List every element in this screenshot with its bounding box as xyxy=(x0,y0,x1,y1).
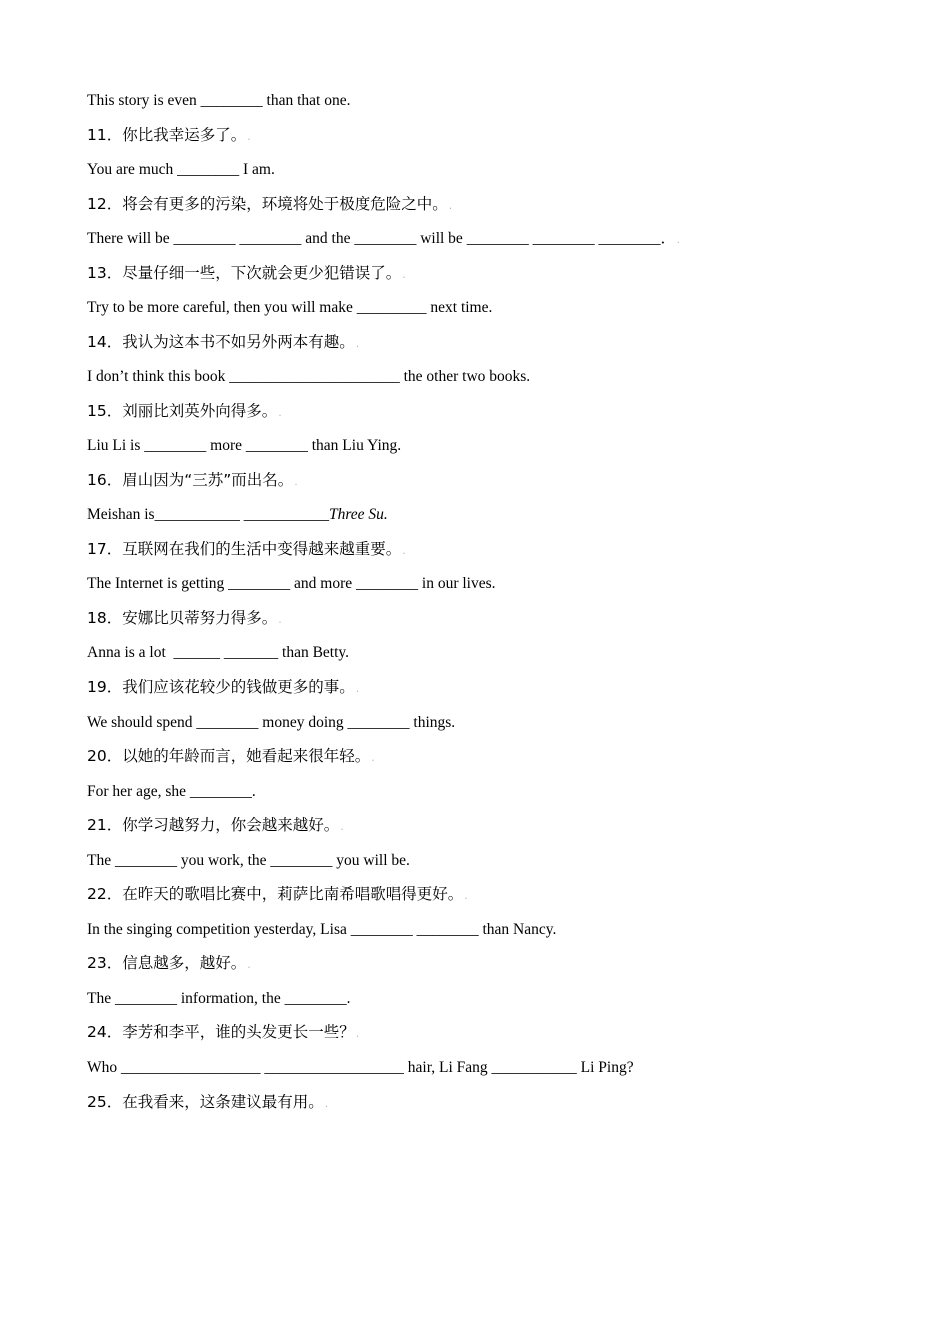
paragraph-mark: . xyxy=(402,544,406,557)
question-25: 25．在我看来，这条建议最有用。. xyxy=(87,1093,329,1111)
answer-line-24: Who __________________ __________________ hair, Li Fang ___________ Li Ping? xyxy=(87,1059,634,1076)
answer-line-16: Meishan is___________ ___________Three Su. xyxy=(87,506,388,523)
paragraph-mark: . xyxy=(247,130,251,143)
question-24: 24．李芳和李平，谁的头发更长一些？. xyxy=(87,1023,360,1041)
question-20: 20．以她的年龄而言，她看起来很年轻。. xyxy=(87,747,375,765)
question-16: 16．眉山因为“三苏”而出名。. xyxy=(87,471,298,489)
paragraph-mark: . xyxy=(402,268,406,281)
answer-line-13: Try to be more careful, then you will make _________ next time. xyxy=(87,299,493,316)
paragraph-mark: . xyxy=(294,475,298,488)
paragraph-mark: . xyxy=(278,406,282,419)
answer-line-15: Liu Li is ________ more ________ than Liu Ying. xyxy=(87,437,402,454)
answer-line-19: We should spend ________ money doing ________ things. xyxy=(87,714,456,731)
paragraph-mark: . xyxy=(340,820,344,833)
paragraph-mark: . xyxy=(278,613,282,626)
answer-line-20: For her age, she ________. xyxy=(87,783,256,800)
paragraph-mark: . xyxy=(371,751,375,764)
question-11: 11．你比我幸运多了。. xyxy=(87,126,251,144)
answer-line-21: The ________ you work, the ________ you will be. xyxy=(87,852,410,869)
question-12: 12．将会有更多的污染，环境将处于极度危险之中。. xyxy=(87,195,453,213)
question-19: 19．我们应该花较少的钱做更多的事。. xyxy=(87,678,360,696)
paragraph-mark: . xyxy=(324,1097,329,1110)
answer-line-18: Anna is a lot ______ _______ than Betty. xyxy=(87,644,350,661)
italic-phrase: Three Su. xyxy=(328,506,388,523)
answer-line-17: The Internet is getting ________ and more ________ in our lives. xyxy=(87,575,496,592)
paragraph-mark: . xyxy=(247,958,251,971)
answer-line-23: The ________ information, the ________. xyxy=(87,990,351,1007)
question-23: 23．信息越多，越好。. xyxy=(87,954,251,972)
paragraph-mark: . xyxy=(355,682,360,695)
paragraph-mark: . xyxy=(355,1027,360,1040)
paragraph-mark: . xyxy=(464,889,468,902)
answer-line-10: This story is even ________ than that one. xyxy=(87,92,351,109)
paragraph-mark: . xyxy=(448,199,453,212)
paragraph-mark: . xyxy=(676,234,680,246)
question-18: 18．安娜比贝蒂努力得多。. xyxy=(87,609,282,627)
paragraph-mark: . xyxy=(355,337,360,350)
answer-line-22: In the singing competition yesterday, Lisa ________ ________ than Nancy. xyxy=(87,921,557,938)
question-17: 17．互联网在我们的生活中变得越来越重要。. xyxy=(87,540,406,558)
question-22: 22．在昨天的歌唱比赛中，莉萨比南希唱歌唱得更好。. xyxy=(87,885,468,903)
question-21: 21．你学习越努力，你会越来越好。. xyxy=(87,816,344,834)
answer-line-14: I don’t think this book ______________________ the other two books. xyxy=(87,368,531,385)
question-13: 13．尽量仔细一些，下次就会更少犯错误了。. xyxy=(87,264,406,282)
question-15: 15．刘丽比刘英外向得多。. xyxy=(87,402,282,420)
answer-line-11: You are much ________ I am. xyxy=(87,161,275,178)
answer-line-12: There will be ________ ________ and the ________ will be ________ ________ ________．. xyxy=(87,230,680,247)
question-14: 14．我认为这本书不如另外两本有趣。. xyxy=(87,333,360,351)
